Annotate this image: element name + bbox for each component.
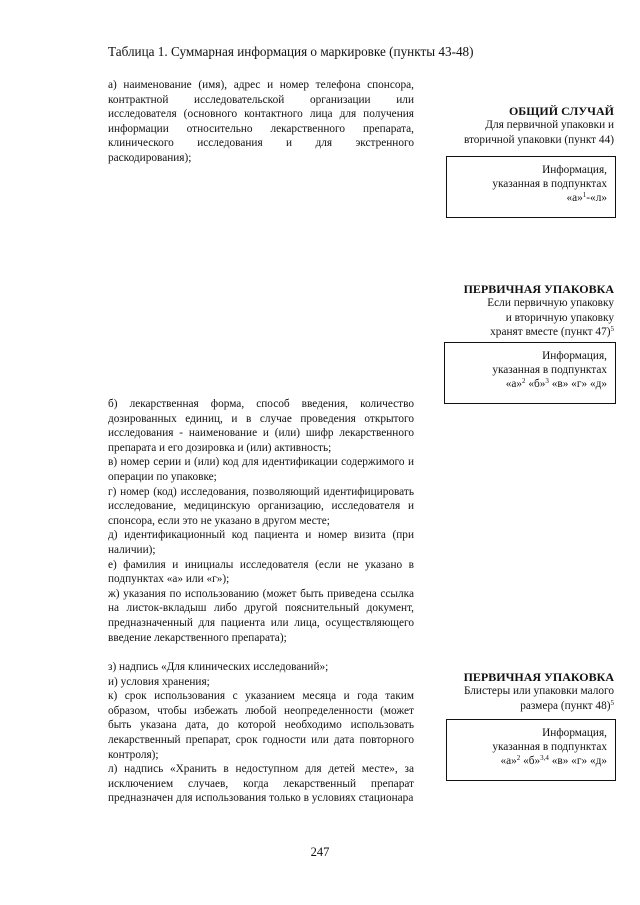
box-item-a: «а» <box>500 755 517 768</box>
item-e: е) фамилия и инициалы исследователя (если не указано в подпунктах «а» или «г»); <box>108 558 414 586</box>
section-heading: ПЕРВИЧНАЯ УПАКОВКА <box>463 670 614 684</box>
footnote-ref: 2 <box>522 377 526 386</box>
item-b: б) лекарственная форма, способ введения, количество дозированных единиц, и в случае проведения открытого исследования - наименование и (или) шифр лекарственного препарата и его дозировка и (или) активность; <box>108 398 414 454</box>
item-list-part-3 <box>108 660 414 806</box>
section-line: Если первичную упаковку <box>487 297 614 310</box>
box-line: указанная в подпунктах <box>492 364 607 377</box>
info-box-primary-together <box>444 342 616 404</box>
section-line: и вторичную упаковку <box>505 311 614 324</box>
item-l: л) надпись «Хранить в недоступном для детей месте», за исключением случаев, когда лекарственный препарат предназначен для использования только в условиях стационара <box>108 763 414 805</box>
footnote-ref: 3,4 <box>540 754 549 763</box>
item-z: з) надпись «Для клинических исследований»; <box>108 661 329 673</box>
box-item-b: «б» <box>520 755 541 768</box>
box-range-start: «а» <box>566 192 583 205</box>
section-line: размера (пункт 48) <box>520 699 611 712</box>
section-line: Для первичной упаковки и <box>485 119 614 132</box>
info-box-general <box>446 156 616 218</box>
box-line: указанная в подпунктах <box>492 741 607 754</box>
item-k: к) срок использования с указанием месяца и года таким образом, чтобы избежать любой неопределенности (может быть указана дата, до которой необходимо использовать лекарственный препарат, срок годности или дата повторного контроля); <box>108 690 414 761</box>
item-list-part-1 <box>108 78 414 166</box>
footnote-ref: 3 <box>545 377 549 386</box>
item-v: в) номер серии и (или) код для идентификации содержимого и операции по упаковке; <box>108 456 414 483</box>
box-item-b: «б» <box>525 378 546 391</box>
item-i: и) условия хранения; <box>108 675 210 688</box>
box-items-rest: «в» «г» «д» <box>548 378 607 391</box>
box-range-end: -«л» <box>586 192 607 205</box>
box-line: Информация, <box>542 350 607 362</box>
item-d: д) идентификационный код пациента и номер визита (при наличии); <box>108 529 414 556</box>
item-zh: ж) указания по использованию (может быть приведена ссылка на листок-вкладыш либо другой пояснительный документ, предназначенный для пациента или лица, осуществляющего введение лекарственного препарата); <box>108 587 414 644</box>
section-general-case <box>424 104 614 147</box>
section-heading: ОБЩИЙ СЛУЧАЙ <box>508 104 614 118</box>
footnote-ref: 1 <box>582 191 587 200</box>
table-title: Таблица 1. Суммарная информация о маркировке (пункты 43-48) <box>108 44 474 59</box>
box-items-rest: «в» «г» «д» <box>548 755 607 768</box>
item-list-part-2 <box>108 397 414 645</box>
box-line: указанная в подпунктах <box>492 178 607 191</box>
item-g: г) номер (код) исследования, позволяющий идентифицировать исследование, медицинскую организацию, исследователя и спонсора, если это не указано в другом месте; <box>108 485 414 527</box>
box-item-a: «а» <box>505 378 523 391</box>
item-a: а) наименование (имя), адрес и номер телефона спонсора, контрактной исследовательской организации или исследователя (основного контактного лица для получения информации относительно лекарственного препарата, клинического исследования и для экстренного раскодирования); <box>108 79 414 164</box>
footnote-ref: 5 <box>610 698 614 707</box>
info-box-primary-blister <box>446 719 616 781</box>
footnote-ref: 5 <box>610 325 614 334</box>
box-line: Информация, <box>542 727 607 739</box>
section-line: хранят вместе (пункт 47) <box>490 326 611 339</box>
section-line: вторичной упаковки (пункт 44) <box>463 133 614 146</box>
section-primary-blister <box>424 670 614 713</box>
box-line: Информация, <box>542 164 607 176</box>
section-primary-together <box>424 282 614 340</box>
section-line: Блистеры или упаковки малого <box>463 685 614 698</box>
section-heading: ПЕРВИЧНАЯ УПАКОВКА <box>463 282 614 296</box>
footnote-ref: 2 <box>516 754 521 763</box>
page-number: 247 <box>310 845 330 859</box>
